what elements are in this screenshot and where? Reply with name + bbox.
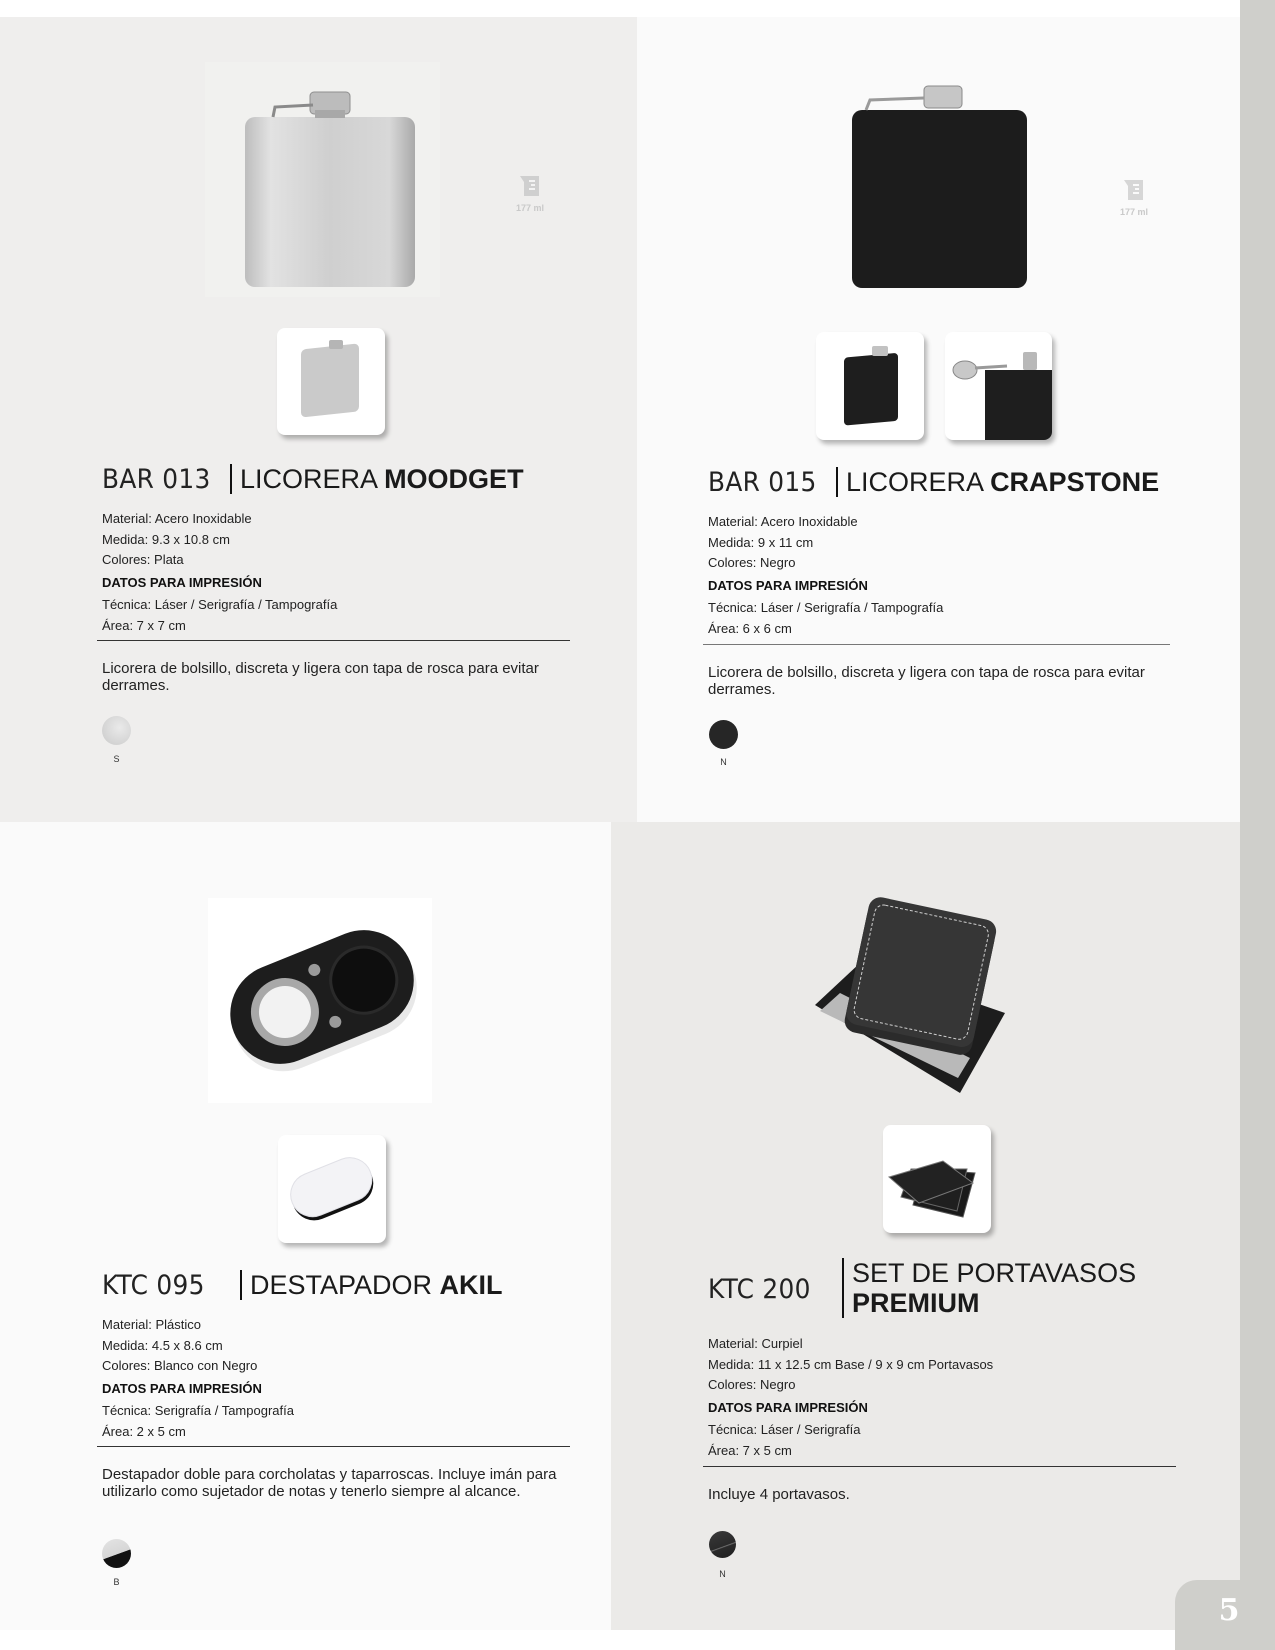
- thumbnail-black-flask-open[interactable]: [945, 332, 1052, 440]
- product-name: DESTAPADOR AKIL: [240, 1270, 503, 1300]
- product-description: Licorera de bolsillo, discreta y ligera con tapa de rosca para evitar derrames.: [102, 660, 539, 694]
- capacity-indicator: 177 ml: [1114, 177, 1154, 217]
- thumbnail-silver-flask[interactable]: [277, 328, 385, 435]
- product-title: KTC 200 SET DE PORTAVASOS PREMIUM: [708, 1258, 1137, 1318]
- color-swatch-silver[interactable]: [102, 716, 131, 745]
- product-description: Destapador doble para corcholatas y taparroscas. Incluye imán para utilizarlo como sujetador de notas y tenerlo siempre al alcance.: [102, 1466, 557, 1500]
- color-swatch-black[interactable]: [709, 1531, 736, 1558]
- product-title: BAR 013 LICORERA MOODGET: [102, 464, 524, 495]
- capacity-indicator: 177 ml: [510, 173, 550, 213]
- thumbnail-bottle-opener-back[interactable]: [278, 1135, 386, 1243]
- product-image-black-flask: [830, 70, 1060, 300]
- divider: [703, 644, 1170, 645]
- divider: [703, 1466, 1176, 1467]
- page-edge-bar: [1240, 0, 1275, 1650]
- product-description: Licorera de bolsillo, discreta y ligera con tapa de rosca para evitar derrames.: [708, 664, 1145, 698]
- product-name: LICORERA MOODGET: [230, 464, 524, 494]
- measuring-cup-icon: [517, 173, 543, 199]
- page-number-tab: [1175, 1580, 1275, 1650]
- product-name: LICORERA CRAPSTONE: [836, 467, 1159, 497]
- product-specs: Material: Plástico Medida: 4.5 x 8.6 cm Colores: Blanco con Negro DATOS PARA IMPRESIÓN Técnica: Serigrafía / Tampografía Área: 2 x 5 cm: [102, 1317, 294, 1439]
- product-title: KTC 095 DESTAPADOR AKIL: [102, 1270, 503, 1301]
- product-image-coaster-set: [800, 893, 1005, 1093]
- product-title: BAR 015 LICORERA CRAPSTONE: [708, 467, 1160, 498]
- product-specs: Material: Acero Inoxidable Medida: 9.3 x 10.8 cm Colores: Plata DATOS PARA IMPRESIÓN Técnica: Láser / Serigrafía / Tampografía Área: 7 x 7 cm: [102, 511, 338, 633]
- measuring-cup-icon: [1121, 177, 1147, 203]
- thumbnail-coasters[interactable]: [883, 1125, 991, 1233]
- product-specs: Material: Acero Inoxidable Medida: 9 x 11 cm Colores: Negro DATOS PARA IMPRESIÓN Técnica: Láser / Serigrafía / Tampografía Área: 6 x 6 cm: [708, 514, 944, 636]
- thumbnail-black-flask-front[interactable]: [816, 332, 924, 440]
- color-swatch-black[interactable]: [709, 720, 738, 749]
- page-number: 5: [1218, 1592, 1240, 1628]
- divider: [97, 1446, 570, 1447]
- product-specs: Material: Curpiel Medida: 11 x 12.5 cm Base / 9 x 9 cm Portavasos Colores: Negro DATOS PARA IMPRESIÓN Técnica: Láser / Serigrafía Área: 7 x 5 cm: [708, 1336, 994, 1458]
- color-swatch-white-black[interactable]: [102, 1539, 131, 1568]
- divider: [97, 640, 570, 641]
- product-description: Incluye 4 portavasos.: [708, 1486, 850, 1503]
- product-image-bottle-opener: [208, 898, 432, 1103]
- product-image-silver-flask: [205, 62, 440, 297]
- product-name: SET DE PORTAVASOS PREMIUM: [842, 1258, 1136, 1318]
